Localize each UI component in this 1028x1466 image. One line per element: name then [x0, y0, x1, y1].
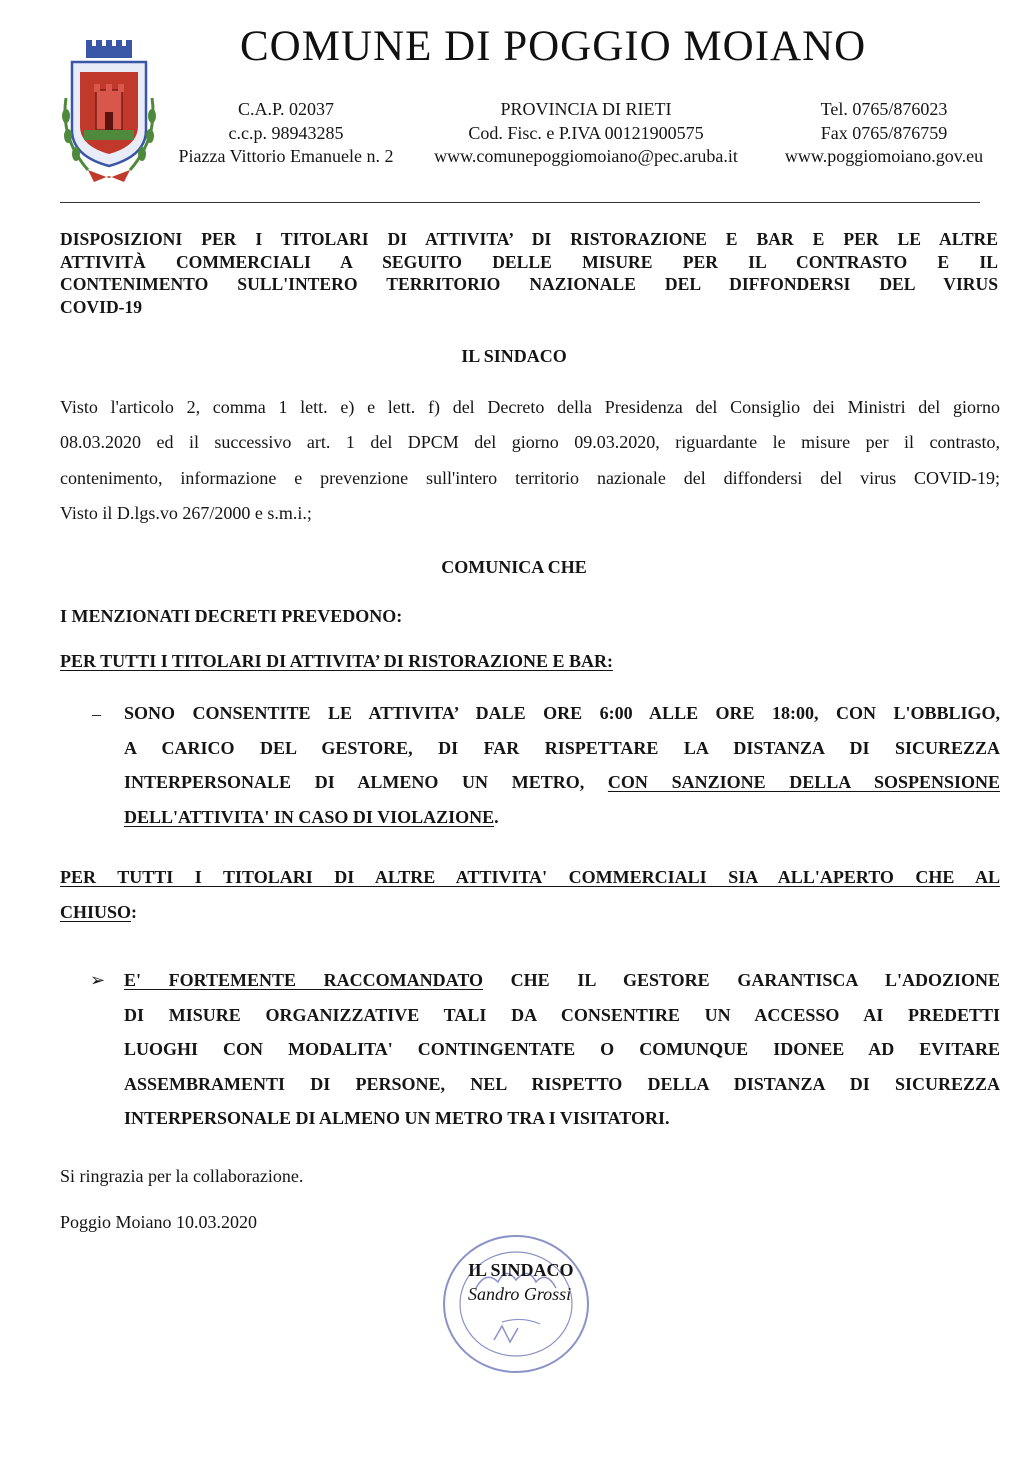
postal-code: C.A.P. 02037: [237, 99, 335, 119]
rule-line: [124, 800, 1000, 835]
preamble-line: Visto il D.lgs.vo 267/2000 e s.m.i.;: [60, 503, 312, 524]
header-contact-column: [766, 98, 1002, 169]
pec-address: www.comunepoggiomoiano@pec.aruba.it: [434, 146, 738, 166]
decrees-line: I MENZIONATI DECRETI PREVEDONO:: [60, 606, 403, 626]
sanction-text: CON SANZIONE DELLA SOSPENSIONE: [607, 772, 1001, 793]
street-address: Piazza Vittorio Emanuele n. 2: [178, 146, 394, 166]
issuer-heading: IL SINDACO: [461, 346, 567, 366]
municipality-title: COMUNE DI POGGIO MOIANO: [240, 23, 867, 70]
header-registry-column: [414, 98, 758, 169]
tax-code: Cod. Fisc. e P.IVA 00121900575: [468, 122, 704, 143]
preamble-line: Visto l'articolo 2, comma 1 lett. e) e lett. f) del Decreto della Presidenza del Consiglio dei Ministri del giorno: [60, 397, 1000, 417]
rule-line: [124, 963, 1000, 998]
place-date: Poggio Moiano 10.03.2020: [60, 1212, 258, 1232]
section-commerce-rule: [124, 963, 1000, 1136]
arrow-bullet-icon: ➢: [90, 970, 106, 990]
rule-line: ASSEMBRAMENTI DI PERSONE, NEL RISPETTO DELLA DISTANZA DI SICUREZZA: [124, 1073, 1000, 1094]
thanks-line: Si ringrazia per la collaborazione.: [60, 1166, 304, 1186]
section-heading-text: :: [131, 902, 138, 922]
section-heading-line: PER TUTTI I TITOLARI DI ALTRE ATTIVITA' COMMERCIALI SIA ALL'APERTO CHE AL: [60, 867, 1000, 887]
rule-line: A CARICO DEL GESTORE, DI FAR RISPETTARE LA DISTANZA DI SICUREZZA: [124, 737, 1000, 758]
section-commerce-heading: [60, 860, 1000, 930]
subject-line: CONTENIMENTO SULL'INTERO TERRITORIO NAZIONALE DEL DIFFONDERSI DEL VIRUS: [60, 274, 998, 295]
section-heading-text: CHIUSO: [60, 902, 132, 922]
subject-line: COVID-19: [60, 296, 143, 317]
rule-line: SONO CONSENTITE LE ATTIVITA’ DALE ORE 6:00 ALLE ORE 18:00, CON L'OBBLIGO,: [124, 703, 1000, 723]
announce-heading: COMUNICA CHE: [441, 557, 587, 577]
rule-text: .: [494, 806, 499, 827]
section-restaurants-rule: [124, 696, 1000, 834]
preamble: [60, 390, 1000, 532]
postal-account: c.c.p. 98943285: [228, 122, 344, 143]
province: PROVINCIA DI RIETI: [500, 99, 672, 119]
subject-line: DISPOSIZIONI PER I TITOLARI DI ATTIVITA’ DI RISTORAZIONE E BAR E PER LE ALTRE: [60, 229, 998, 249]
telephone: Tel. 0765/876023: [820, 99, 948, 119]
rule-line: [124, 765, 1000, 800]
rule-line: INTERPERSONALE DI ALMENO UN METRO TRA I VISITATORI.: [124, 1108, 670, 1129]
header-divider: [60, 202, 980, 203]
municipal-crest-logo: [58, 38, 160, 186]
section-restaurants-heading: PER TUTTI I TITOLARI DI ATTIVITA’ DI RISTORAZIONE E BAR:: [60, 651, 613, 671]
rule-line: DI MISURE ORGANIZZATIVE TALI DA CONSENTIRE UN ACCESSO AI PREDETTI: [124, 1004, 1000, 1025]
sanction-text: DELL'ATTIVITA' IN CASO DI VIOLAZIONE: [124, 806, 495, 827]
rule-line: LUOGHI CON MODALITA' CONTINGENTATE O COMUNQUE IDONEE AD EVITARE: [124, 1039, 1000, 1060]
signatory-name: Sandro Grossi: [468, 1284, 572, 1304]
header-address-column: [168, 98, 404, 169]
rule-text: INTERPERSONALE DI ALMENO UN METRO,: [124, 772, 585, 793]
official-stamp: [436, 1230, 596, 1380]
preamble-line: 08.03.2020 ed il successivo art. 1 del DPCM del giorno 09.03.2020, riguardante le misure per il contrasto,: [60, 432, 1000, 453]
dash-bullet: –: [92, 704, 101, 724]
preamble-line: contenimento, informazione e prevenzione sull'intero territorio nazionale del diffondersi del virus COVID-19;: [60, 467, 1000, 488]
website: www.poggiomoiano.gov.eu: [784, 146, 984, 166]
signatory-title: IL SINDACO: [468, 1260, 574, 1280]
document-subject: [60, 228, 998, 318]
fax: Fax 0765/876759: [820, 122, 948, 143]
section-heading-line: [60, 895, 1000, 930]
rule-text: CHE IL GESTORE GARANTISCA L'ADOZIONE: [510, 970, 1001, 990]
recommendation-text: E' FORTEMENTE RACCOMANDATO: [124, 970, 484, 990]
subject-line: ATTIVITÀ COMMERCIALI A SEGUITO DELLE MISURE PER IL CONTRASTO E IL: [60, 251, 998, 272]
